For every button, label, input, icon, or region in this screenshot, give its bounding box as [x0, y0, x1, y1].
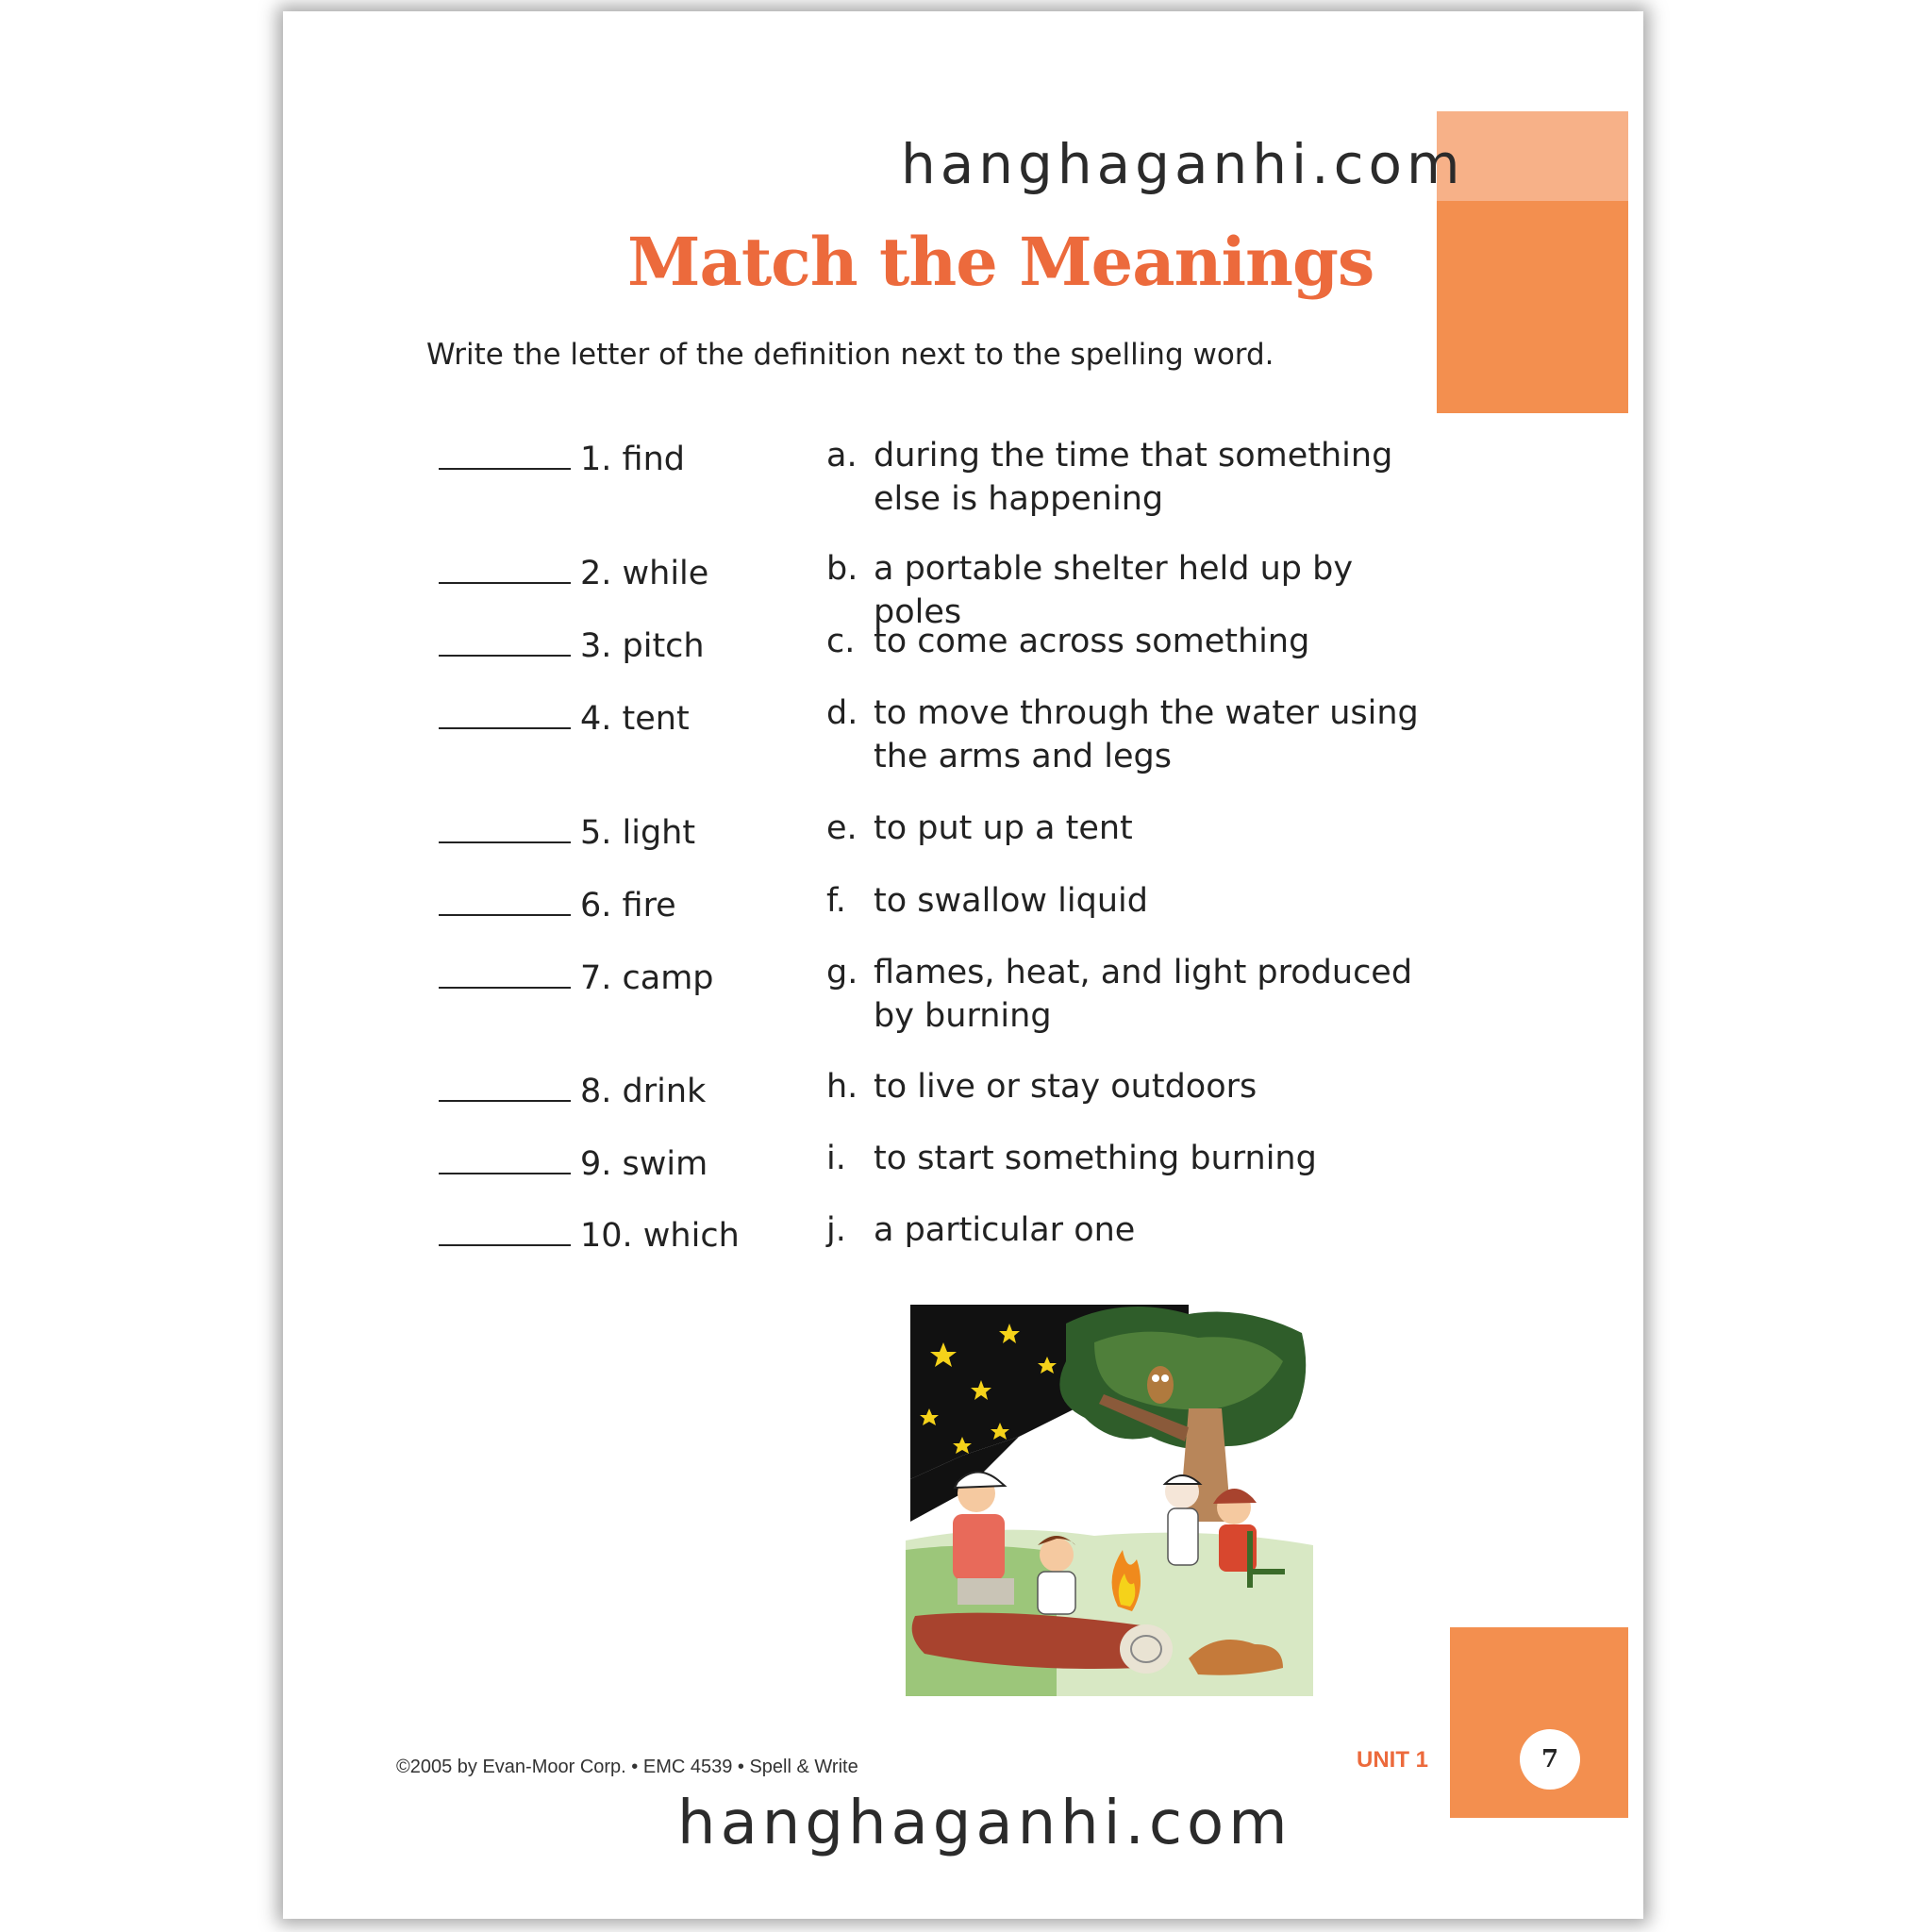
answer-blank[interactable]: [439, 1216, 571, 1246]
word-label: 4. tent: [580, 700, 690, 738]
word-row: [439, 886, 676, 924]
definition-letter: d.: [826, 694, 858, 732]
page-title: Match the Meanings: [627, 223, 1374, 301]
word-label: 7. camp: [580, 959, 714, 997]
word-row: [439, 1216, 740, 1254]
word-row: [439, 440, 685, 477]
skills-tab: [1437, 111, 1628, 413]
word-label: 5. light: [580, 814, 696, 852]
answer-blank[interactable]: [439, 1072, 571, 1102]
definition-letter: g.: [826, 954, 858, 991]
word-label: 8. drink: [580, 1073, 707, 1110]
definition-text: during the time that something else is happening: [874, 437, 1393, 518]
definition-letter: b.: [826, 550, 858, 588]
campfire-illustration: [906, 1305, 1313, 1696]
skills-title: Skills:: [17, 226, 95, 256]
definition-text: a portable shelter held up by poles: [874, 550, 1354, 631]
watermark-top: hanghaganhi.com: [901, 132, 1465, 196]
definition-letter: f.: [826, 882, 846, 920]
definition-letter: c.: [826, 623, 856, 660]
definition-text: a particular one: [874, 1211, 1136, 1249]
answer-blank[interactable]: [439, 554, 571, 584]
answer-blank[interactable]: [439, 626, 571, 657]
answer-blank[interactable]: [439, 699, 571, 729]
definition-letter: a.: [826, 437, 858, 475]
skills-tab-header: [1437, 111, 1628, 201]
copyright-footer: ©2005 by Evan-Moor Corp. • EMC 4539 • Spell & Write: [396, 1757, 858, 1777]
word-label: 6. fire: [580, 887, 676, 924]
definition-text: to put up a tent: [874, 809, 1133, 847]
answer-blank[interactable]: [439, 886, 571, 916]
word-label: 10. which: [580, 1217, 740, 1255]
skills-line: with Their: [17, 326, 111, 348]
definition-text: to come across something: [874, 623, 1310, 660]
page-number: 7: [1520, 1729, 1580, 1790]
definition-letter: h.: [826, 1068, 858, 1106]
definition-letter: i.: [826, 1140, 846, 1177]
word-row: [439, 958, 714, 996]
answer-blank[interactable]: [439, 958, 571, 989]
definition-text: to move through the water using the arms and legs: [874, 694, 1419, 775]
unit-label: UNIT 1: [1357, 1747, 1429, 1773]
instructions: Write the letter of the definition next to the spelling word.: [426, 338, 1274, 372]
skills-line: Words: [17, 302, 78, 324]
answer-blank[interactable]: [439, 813, 571, 843]
skills-line: Matching: [17, 277, 105, 299]
watermark-bottom: hanghaganhi.com: [677, 1789, 1292, 1858]
answer-blank[interactable]: [439, 440, 571, 470]
word-row: [439, 626, 705, 664]
definition-letter: j.: [826, 1211, 846, 1249]
word-row: [439, 699, 690, 737]
word-label: 2. while: [580, 555, 709, 592]
skills-line: Meanings: [17, 351, 108, 373]
skills-description: [17, 276, 177, 375]
word-label: 3. pitch: [580, 627, 705, 665]
definition-text: to swallow liquid: [874, 882, 1148, 920]
word-row: [439, 554, 708, 591]
word-row: [439, 1144, 708, 1182]
definition-text: to start something burning: [874, 1140, 1317, 1177]
page-number-tab: [1450, 1627, 1628, 1818]
word-row: [439, 813, 695, 851]
answer-blank[interactable]: [439, 1144, 571, 1174]
word-label: 9. swim: [580, 1145, 708, 1183]
definition-text: flames, heat, and light produced by burning: [874, 954, 1413, 1035]
definition-letter: e.: [826, 809, 858, 847]
definition-text: to live or stay outdoors: [874, 1068, 1257, 1106]
word-row: [439, 1072, 706, 1109]
word-label: 1. find: [580, 441, 685, 478]
